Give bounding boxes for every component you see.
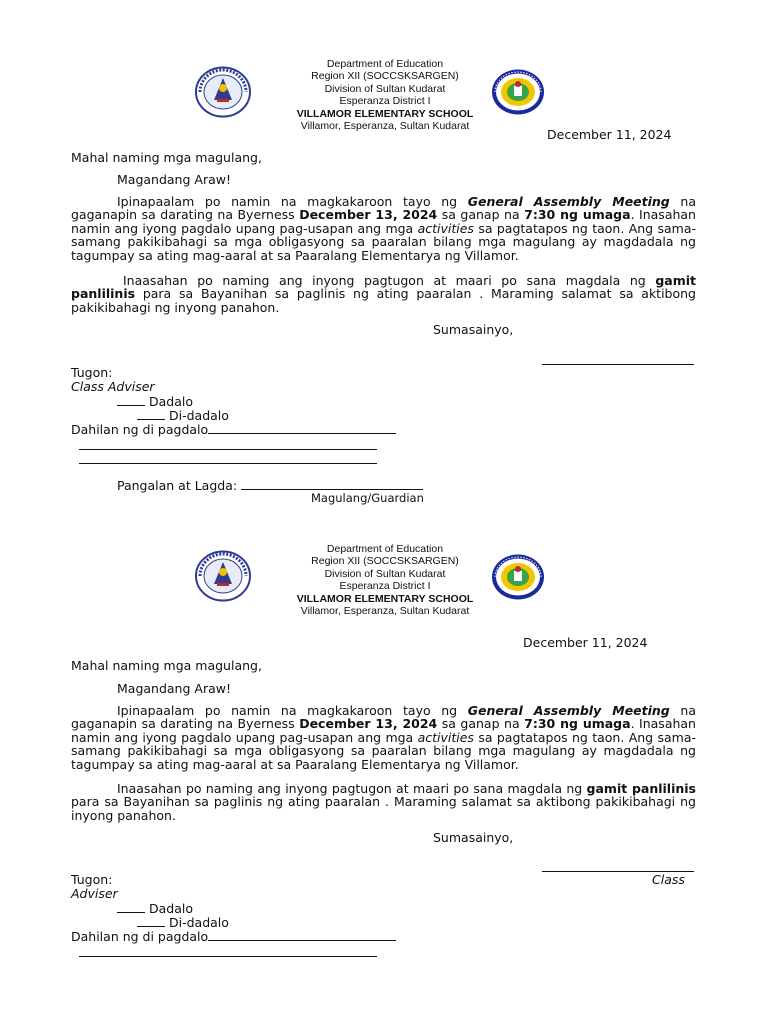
event-date: December 13, 2024 [299,716,438,732]
event-time: 7:30 ng umaga [524,716,631,732]
tugon-label: Tugon: [71,872,113,887]
option-dadalo[interactable]: Dadalo [117,394,193,409]
paragraph-request: Inaasahan po naming ang inyong pagtugon at maari po sana magdala ng gamit panlilinis para sa Bayanihan sa paglinis ng ating paaralan . Maraming salamat sa aktibong pakikibahagi ng inyong panahon. [71,781,696,823]
reason-field[interactable]: Dahilan ng di pagdalo [71,422,396,437]
header-region: Region XII (SOCCSKSARGEN) [311,70,459,83]
school-seal-icon [490,553,546,601]
salutation: Mahal naming mga magulang, [71,150,262,165]
header-district: Esperanza District I [339,580,431,593]
header-address: Villamor, Esperanza, Sultan Kudarat [300,605,470,618]
deped-seal-icon [194,66,252,118]
adviser-label: Adviser [71,886,118,901]
event-time: 7:30 ng umaga [524,207,631,223]
reason-line[interactable] [79,956,377,957]
header-district: Esperanza District I [339,95,431,108]
tugon-label: Tugon: [71,365,113,380]
header-division: Division of Sultan Kudarat [324,567,446,580]
meeting-name: General Assembly Meeting [467,194,670,209]
meeting-name: General Assembly Meeting [467,703,670,718]
option-di-dadalo[interactable]: Di-dadalo [137,408,229,423]
signature-field[interactable]: Pangalan at Lagda: [117,478,423,493]
salutation: Mahal naming mga magulang, [71,658,262,673]
class-label: Class [652,872,685,887]
header-department: Department of Education [326,58,444,70]
cleaning-materials: gamit panlilinis [71,273,696,302]
signature-line [542,364,694,365]
paragraph-request: Inaasahan po naming ang inyong pagtugon at maari po sana magdala ng gamit panlilinis para sa Bayanihan sa paglinis ng ating paaralan . Maraming salamat sa aktibong pakikibahagi ng inyong panahon. [71,273,696,315]
paragraph-announcement: Ipinapaalam po namin na magkakaroon tayo ng General Assembly Meeting na gaganapin sa darating na Byerness December 13, 2024 sa ganap na 7:30 ng umaga. Inasahan namin ang iyong pagdalo upang pag-usapan ang mga activities sa pagtatapos ng taon. Ang sama-samang pakikibahagi sa mga obligasyong sa paaralan bilang mga magulang ay magdadala ng tagumpay sa ating mag-aaral at sa Paaralang Elementarya ng Villamor. [71,703,696,772]
school-seal-icon [490,68,546,116]
header-address: Villamor, Esperanza, Sultan Kudarat [300,120,470,133]
event-date: December 13, 2024 [299,207,438,223]
guardian-label: Magulang/Guardian [311,491,424,505]
deped-seal-icon [194,550,252,602]
letterhead [250,58,520,132]
letter-date: December 11, 2024 [547,127,672,142]
class-adviser-label: Class Adviser [71,379,155,394]
paragraph-announcement: Ipinapaalam po namin na magkakaroon tayo ng General Assembly Meeting na gaganapin sa darating na Byerness December 13, 2024 sa ganap na 7:30 ng umaga. Inasahan namin ang iyong pagdalo upang pag-usapan ang mga activities sa pagtatapos ng taon. Ang sama-samang pakikibahagi sa mga obligasyong sa paaralan bilang mga magulang ay magdadala ng tagumpay sa ating mag-aaral at sa Paaralang Elementarya ng Villamor. [71,194,696,263]
greeting: Magandang Araw! [117,681,231,696]
option-dadalo[interactable]: Dadalo [117,901,193,916]
option-di-dadalo[interactable]: Di-dadalo [137,915,229,930]
reason-line[interactable] [79,463,377,464]
header-department: Department of Education [326,543,444,555]
letter-date: December 11, 2024 [523,635,648,650]
letterhead [250,543,520,617]
header-division: Division of Sultan Kudarat [324,82,446,95]
reason-line[interactable] [79,449,377,450]
header-school: VILLAMOR ELEMENTARY SCHOOL [296,592,474,605]
header-region: Region XII (SOCCSKSARGEN) [311,555,459,568]
closing: Sumasainyo, [433,830,514,845]
closing: Sumasainyo, [433,322,514,337]
header-school: VILLAMOR ELEMENTARY SCHOOL [296,107,474,120]
reason-field[interactable]: Dahilan ng di pagdalo [71,929,396,944]
greeting: Magandang Araw! [117,172,231,187]
cleaning-materials: gamit panlilinis [586,781,696,796]
